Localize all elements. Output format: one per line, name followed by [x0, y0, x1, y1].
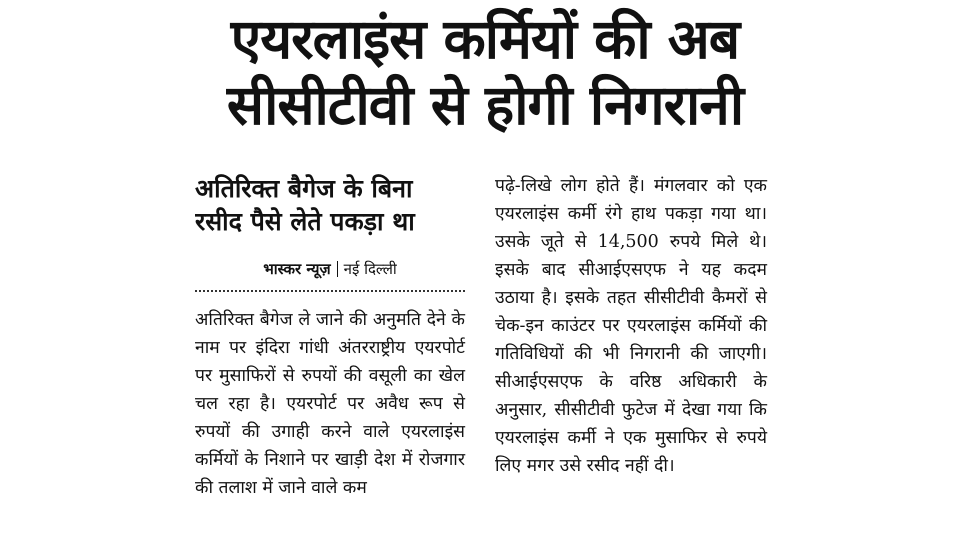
byline-source: भास्कर न्यूज़	[263, 260, 331, 278]
left-column	[195, 172, 465, 502]
byline-place: नई दिल्ली	[343, 260, 397, 278]
news-clipping	[195, 0, 775, 545]
byline	[195, 260, 465, 278]
subheadline: अतिरिक्त बैगेज के बिना रसीद पैसे लेते पकड़ा था	[195, 174, 415, 236]
body-text-right: पढ़े-लिखे लोग होते हैं। मंगलवार को एक एयरलाइंस कर्मी रंगे हाथ पकड़ा गया था। उसके जूते से 14,500 रुपये मिले थे। इसके बाद सीआईएसएफ ने यह कदम उठाया है। इसके तहत सीसीटीवी कैमरों से चेक-इन काउंटर पर एयरलाइंस कर्मियों की गतिविधियों की भी निगरानी की जाएगी। सीआईएसएफ के वरिष्ठ अधिकारी के अनुसार, सीसीटीवी फुटेज में देखा गया कि एयरलाइंस कर्मी ने एक मुसाफिर से रुपये लिए मगर उसे रसीद नहीं दी।	[495, 176, 767, 476]
body-text-left: अतिरिक्त बैगेज ले जाने की अनुमति देने के नाम पर इंदिरा गांधी अंतरराष्ट्रीय एयरपोर्ट पर मुसाफिरों से रुपयों की वसूली का खेल चल रहा है। एयरपोर्ट पर अवैध रूप से रुपयों की उगाही करने वाले एयरलाइंस कर्मियों के निशाने पर खाड़ी देश में रोजगार की तलाश में जाने वाले कम	[195, 310, 465, 498]
dotted-divider	[195, 290, 465, 292]
headline: एयरलाइंस कर्मियों की अब सीसीटीवी से होगी निगरानी	[226, 7, 744, 137]
byline-separator	[337, 261, 338, 277]
